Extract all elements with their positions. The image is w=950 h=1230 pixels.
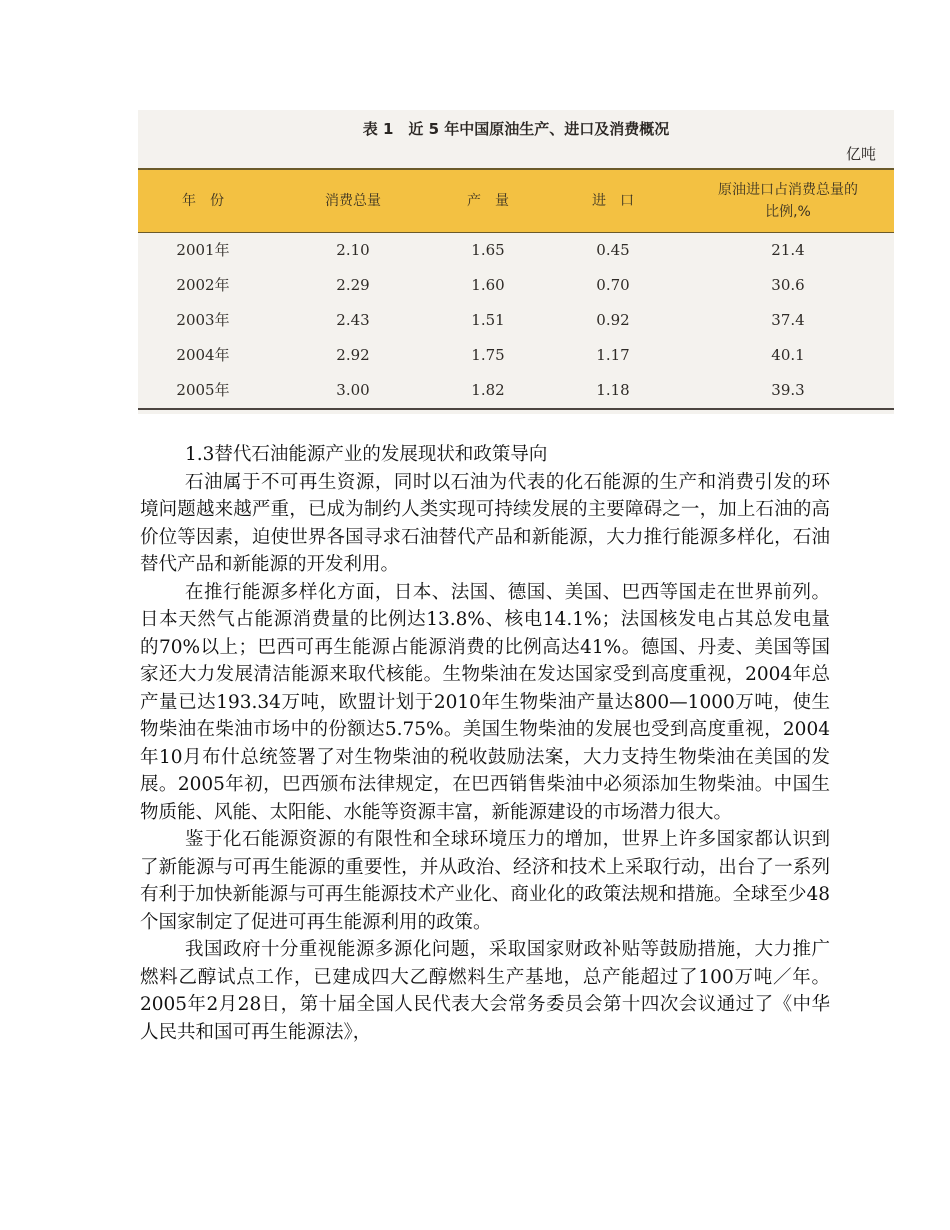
section-heading: 1.3替代石油能源产业的发展现状和政策导向 bbox=[185, 444, 548, 465]
cell-year: 2002年 bbox=[176, 276, 230, 294]
cell-ratio: 21.4 bbox=[771, 240, 805, 259]
cell-year: 2005年 bbox=[176, 381, 230, 399]
cell-production: 1.75 bbox=[471, 345, 505, 364]
cell-consumption: 2.29 bbox=[336, 275, 370, 294]
header-import: 进 口 bbox=[592, 193, 634, 209]
cell-consumption: 2.43 bbox=[336, 310, 370, 329]
cell-production: 1.60 bbox=[471, 275, 505, 294]
paragraph: 我国政府十分重视能源多源化问题，采取国家财政补贴等鼓励措施，大力推广燃料乙醇试点工作，已建成四大乙醇燃料生产基地，总产能超过了100万吨／年。2005年2月28日，第十届全国人民代表大会常务委员会第十四次会议通过了《中华人民共和国可再生能源法》， bbox=[140, 939, 830, 1043]
cell-production: 1.65 bbox=[471, 240, 505, 259]
table-image bbox=[138, 110, 894, 414]
header-production: 产 量 bbox=[467, 193, 509, 209]
table-bottom-rule bbox=[138, 408, 894, 410]
cell-consumption: 2.10 bbox=[336, 240, 370, 259]
table-body bbox=[138, 232, 894, 408]
table-row bbox=[138, 267, 894, 302]
cell-ratio: 40.1 bbox=[771, 345, 805, 364]
cell-year: 2001年 bbox=[176, 241, 230, 259]
paragraph: 在推行能源多样化方面，日本、法国、德国、美国、巴西等国走在世界前列。日本天然气占能源消费量的比例达13.8%、核电14.1%；法国核发电占其总发电量的70%以上；巴西可再生能源占能源消费的比例高达41%。德国、丹麦、美国等国家还大力发展清洁能源来取代核能。生物柴油在发达国家受到高度重视，2004年总产量已达193.34万吨，欧盟计划于2010年生物柴油产量达800—1000万吨，使生物柴油在柴油市场中的份额达5.75%。美国生物柴油的发展也受到高度重视，2004年10月布什总统签署了对生物柴油的税收鼓励法案，大力支持生物柴油在美国的发展。2005年初，巴西颁布法律规定，在巴西销售柴油中必须添加生物柴油。中国生物质能、风能、太阳能、水能等资源丰富，新能源建设的市场潜力很大。 bbox=[140, 581, 830, 823]
cell-import: 0.70 bbox=[596, 275, 630, 294]
cell-ratio: 39.3 bbox=[771, 380, 805, 399]
cell-production: 1.51 bbox=[471, 310, 505, 329]
cell-import: 0.45 bbox=[596, 240, 630, 259]
paragraph: 鉴于化石能源资源的有限性和全球环境压力的增加，世界上许多国家都认识到了新能源与可再生能源的重要性，并从政治、经济和技术上采取行动，出台了一系列有利于加快新能源与可再生能源技术产业化、商业化的政策法规和措施。全球至少48个国家制定了促进可再生能源利用的政策。 bbox=[140, 829, 830, 933]
table-row bbox=[138, 372, 894, 407]
cell-consumption: 2.92 bbox=[336, 345, 370, 364]
cell-year: 2003年 bbox=[176, 311, 230, 329]
header-year: 年 份 bbox=[182, 193, 224, 209]
table-row bbox=[138, 302, 894, 337]
paragraph: 石油属于不可再生资源，同时以石油为代表的化石能源的生产和消费引发的环境问题越来越严重，已成为制约人类实现可持续发展的主要障碍之一，加上石油的高价位等因素，迫使世界各国寻求石油替代产品和新能源，大力推行能源多样化，石油替代产品和新能源的开发利用。 bbox=[140, 471, 830, 575]
table-row bbox=[138, 337, 894, 372]
table-unit: 亿吨 bbox=[845, 145, 876, 163]
cell-import: 1.18 bbox=[596, 380, 630, 399]
table-row bbox=[138, 232, 894, 267]
cell-import: 1.17 bbox=[596, 345, 630, 364]
cell-year: 2004年 bbox=[176, 346, 230, 364]
article-body bbox=[140, 441, 830, 1046]
cell-ratio: 37.4 bbox=[771, 310, 805, 329]
cell-consumption: 3.00 bbox=[336, 380, 370, 399]
cell-production: 1.82 bbox=[471, 380, 505, 399]
header-import-ratio: 原油进口占消费总量的 比例,% bbox=[718, 182, 858, 220]
table-header bbox=[138, 168, 894, 233]
table-title: 表 1 近 5 年中国原油生产、进口及消费概况 bbox=[362, 120, 670, 138]
cell-ratio: 30.6 bbox=[771, 275, 805, 294]
cell-import: 0.92 bbox=[596, 310, 630, 329]
header-consumption: 消费总量 bbox=[325, 193, 381, 209]
